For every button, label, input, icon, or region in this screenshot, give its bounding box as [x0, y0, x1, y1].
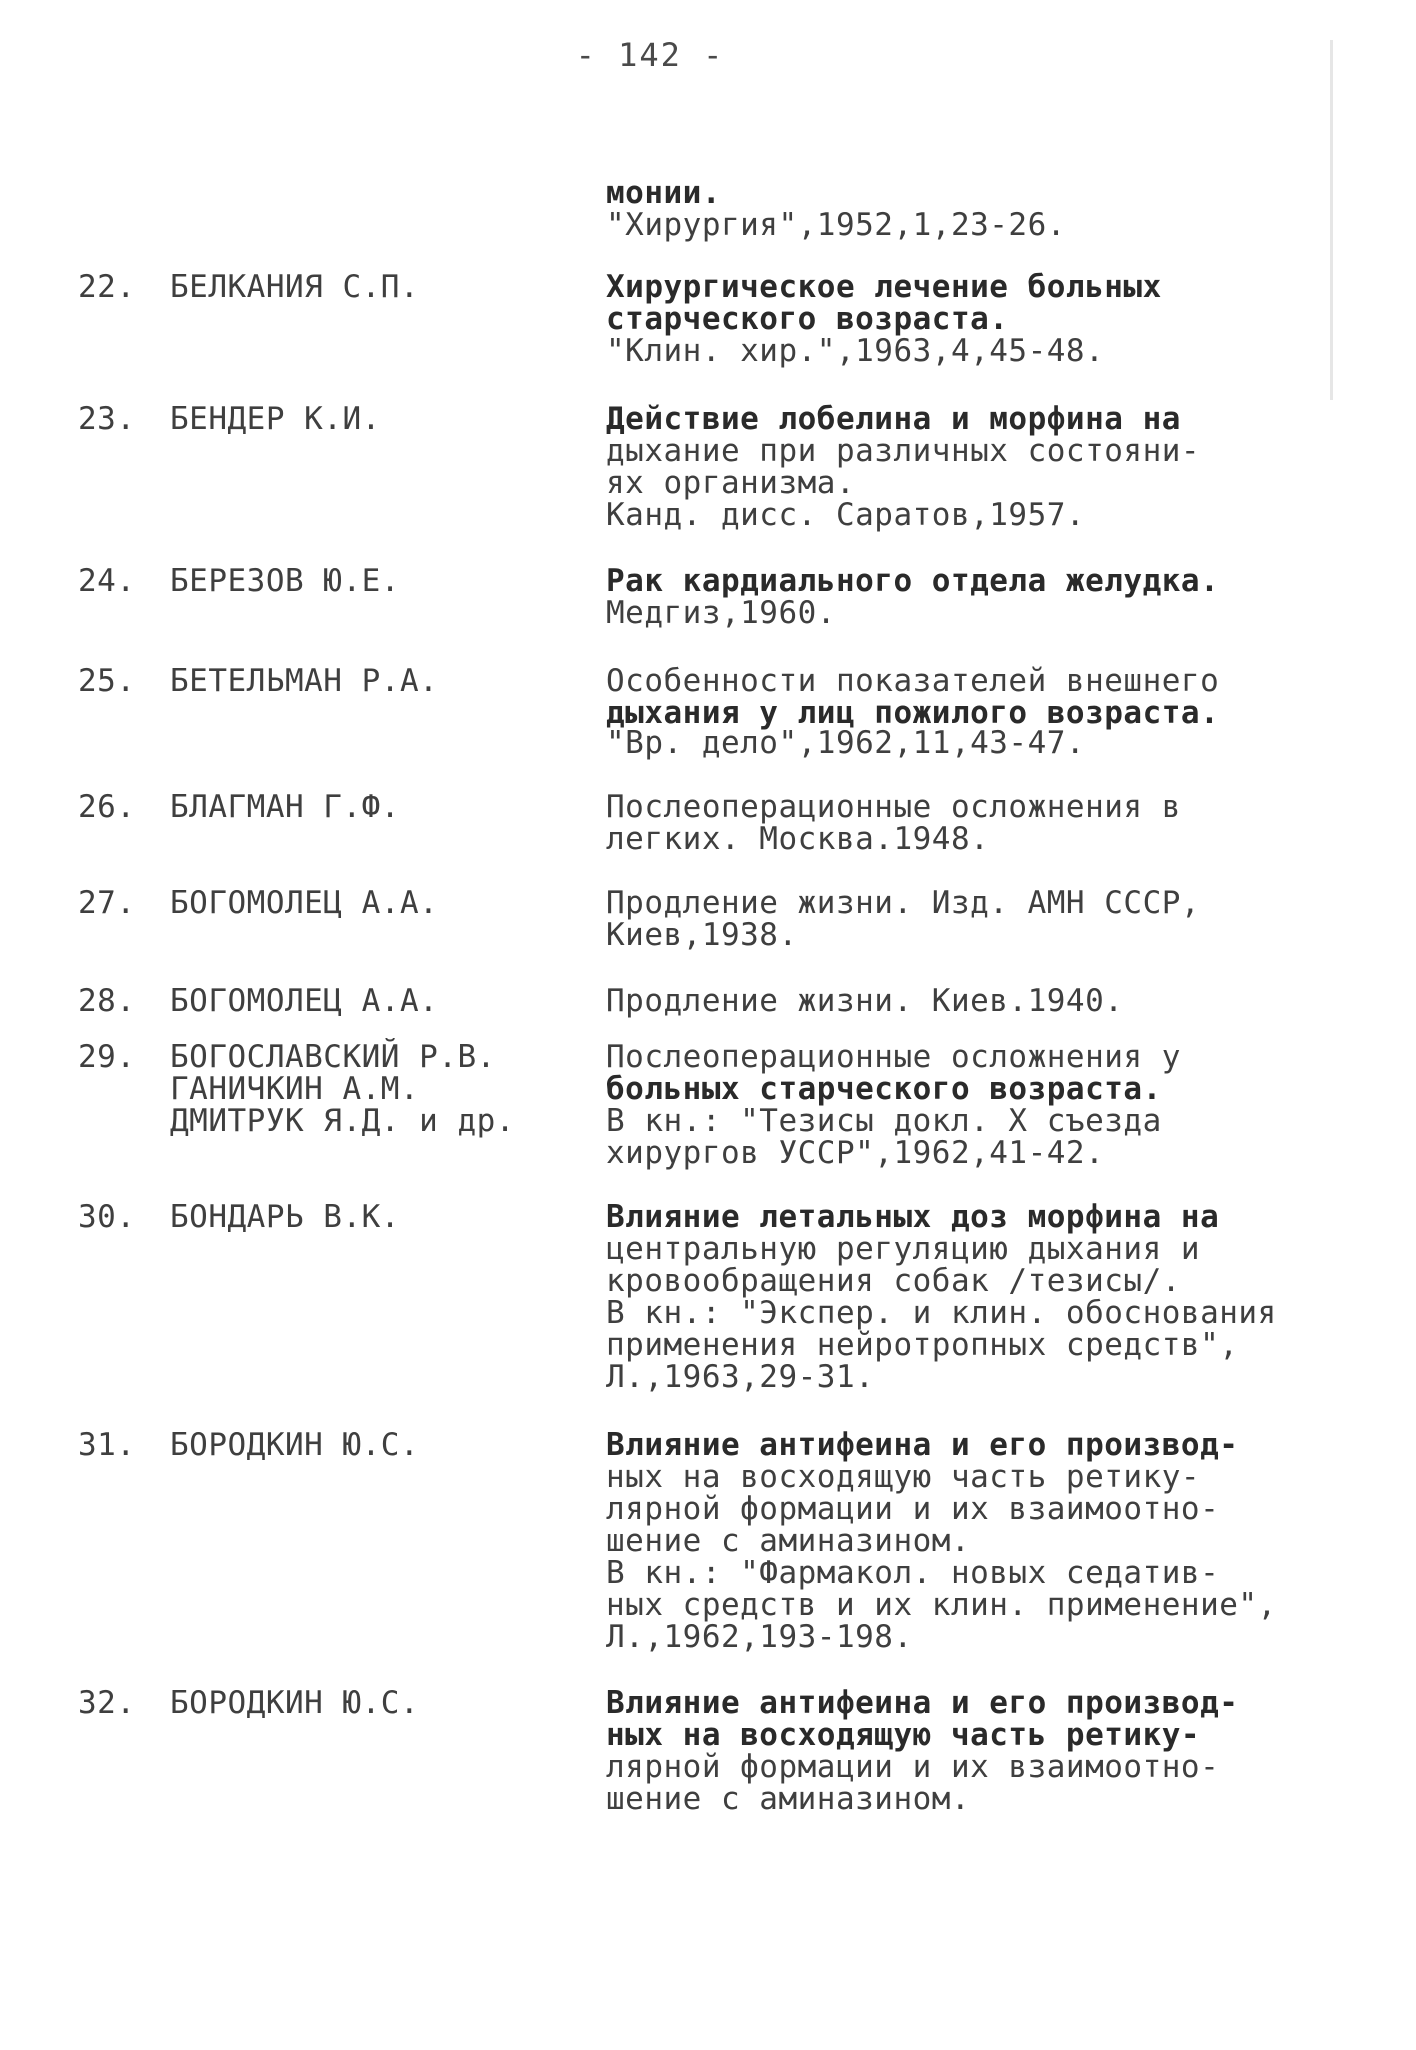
- entry-author: ДМИТРУК Я.Д. и др.: [170, 1103, 515, 1139]
- entry-text-line: Продление жизни. Киев.1940.: [606, 983, 1124, 1019]
- entry-author: БОНДАРЬ В.К.: [170, 1199, 400, 1235]
- entry-text-line: шение с аминазином.: [606, 1781, 971, 1817]
- entry-number: 32.: [78, 1685, 136, 1721]
- entry-text-line: В кн.: "Тезисы докл. X съезда: [606, 1103, 1162, 1139]
- entry-text-line: ных на восходящую часть ретику-: [606, 1717, 1201, 1753]
- entry-number: 24.: [78, 563, 136, 599]
- entry-text-line: дыхание при различных состояни-: [606, 433, 1201, 469]
- entry-author: БОГОМОЛЕЦ А.А.: [170, 983, 439, 1019]
- entry-author: БЕТЕЛЬМАН Р.А.: [170, 663, 439, 699]
- entry-text-line: центральную регуляцию дыхания и: [606, 1231, 1201, 1267]
- entry-author: БЕРЕЗОВ Ю.Е.: [170, 563, 400, 599]
- entry-author: БЕЛКАНИЯ С.П.: [170, 269, 420, 305]
- entry-text-line: кровообращения собак /тезисы/.: [606, 1263, 1181, 1299]
- entry-text-line: "Клин. хир.",1963,4,45-48.: [606, 333, 1105, 369]
- entry-text-line: Действие лобелина и морфина на: [606, 401, 1181, 437]
- entry-text-line: ных средств и их клин. применение",: [606, 1587, 1277, 1623]
- entry-text-line: Канд. дисс. Саратов,1957.: [606, 497, 1086, 533]
- entry-author: БЛАГМАН Г.Ф.: [170, 789, 400, 825]
- entry-text-line: Л.,1962,193-198.: [606, 1619, 913, 1655]
- entry-number: 22.: [78, 269, 136, 305]
- entry-author: БОРОДКИН Ю.С.: [170, 1427, 420, 1463]
- entry-text-line: Рак кардиального отдела желудка.: [606, 563, 1220, 599]
- entry-author: ГАНИЧКИН А.М.: [170, 1071, 420, 1107]
- entry-text-line: "Вр. дело",1962,11,43-47.: [606, 725, 1086, 761]
- entry-text-line: Медгиз,1960.: [606, 595, 836, 631]
- entry-text-line: Хирургическое лечение больных: [606, 269, 1162, 305]
- entry-text-line: лярной формации и их взаимоотно-: [606, 1491, 1220, 1527]
- entry-text-line: Особенности показателей внешнего: [606, 663, 1220, 699]
- entry-text-line: В кн.: "Экспер. и клин. обоснования: [606, 1295, 1277, 1331]
- entry-text-line: Продление жизни. Изд. АМН СССР,: [606, 885, 1201, 921]
- entry-number: 30.: [78, 1199, 136, 1235]
- entry-number: 27.: [78, 885, 136, 921]
- entry-text-line: применения нейротропных средств",: [606, 1327, 1239, 1363]
- entry-number: 31.: [78, 1427, 136, 1463]
- entry-text-line: Влияние антифеина и его производ-: [606, 1427, 1239, 1463]
- entry-number: 25.: [78, 663, 136, 699]
- entry-text-line: хирургов УССР",1962,41-42.: [606, 1135, 1105, 1171]
- entry-number: 23.: [78, 401, 136, 437]
- entry-text-line: Киев,1938.: [606, 917, 798, 953]
- entry-text-line: В кн.: "Фармакол. новых седатив-: [606, 1555, 1220, 1591]
- entry-text-line: ных на восходящую часть ретику-: [606, 1459, 1201, 1495]
- continuation-line: "Хирургия",1952,1,23-26.: [606, 207, 1066, 243]
- entry-author: БЕНДЕР К.И.: [170, 401, 381, 437]
- entry-text-line: Послеоперационные осложнения у: [606, 1039, 1181, 1075]
- entry-author: БОГОСЛАВСКИЙ Р.В.: [170, 1039, 496, 1075]
- entry-text-line: легких. Москва.1948.: [606, 821, 990, 857]
- entry-text-line: ях организма.: [606, 465, 856, 501]
- margin-line: [1330, 40, 1333, 400]
- entry-text-line: Послеоперационные осложнения в: [606, 789, 1181, 825]
- entry-author: БОРОДКИН Ю.С.: [170, 1685, 420, 1721]
- entry-number: 28.: [78, 983, 136, 1019]
- entry-author: БОГОМОЛЕЦ А.А.: [170, 885, 439, 921]
- entry-text-line: шение с аминазином.: [606, 1523, 971, 1559]
- entry-number: 29.: [78, 1039, 136, 1075]
- entry-text-line: больных старческого возраста.: [606, 1071, 1162, 1107]
- entry-text-line: Влияние антифеина и его производ-: [606, 1685, 1239, 1721]
- page-number: - 142 -: [575, 36, 725, 74]
- entry-text-line: Влияние летальных доз морфина на: [606, 1199, 1220, 1235]
- entry-text-line: лярной формации и их взаимоотно-: [606, 1749, 1220, 1785]
- entry-text-line: Л.,1963,29-31.: [606, 1359, 875, 1395]
- entry-text-line: дыхания у лиц пожилого возраста.: [606, 695, 1220, 731]
- entry-number: 26.: [78, 789, 136, 825]
- entry-text-line: старческого возраста.: [606, 301, 1009, 337]
- continuation-line: монии.: [606, 175, 721, 211]
